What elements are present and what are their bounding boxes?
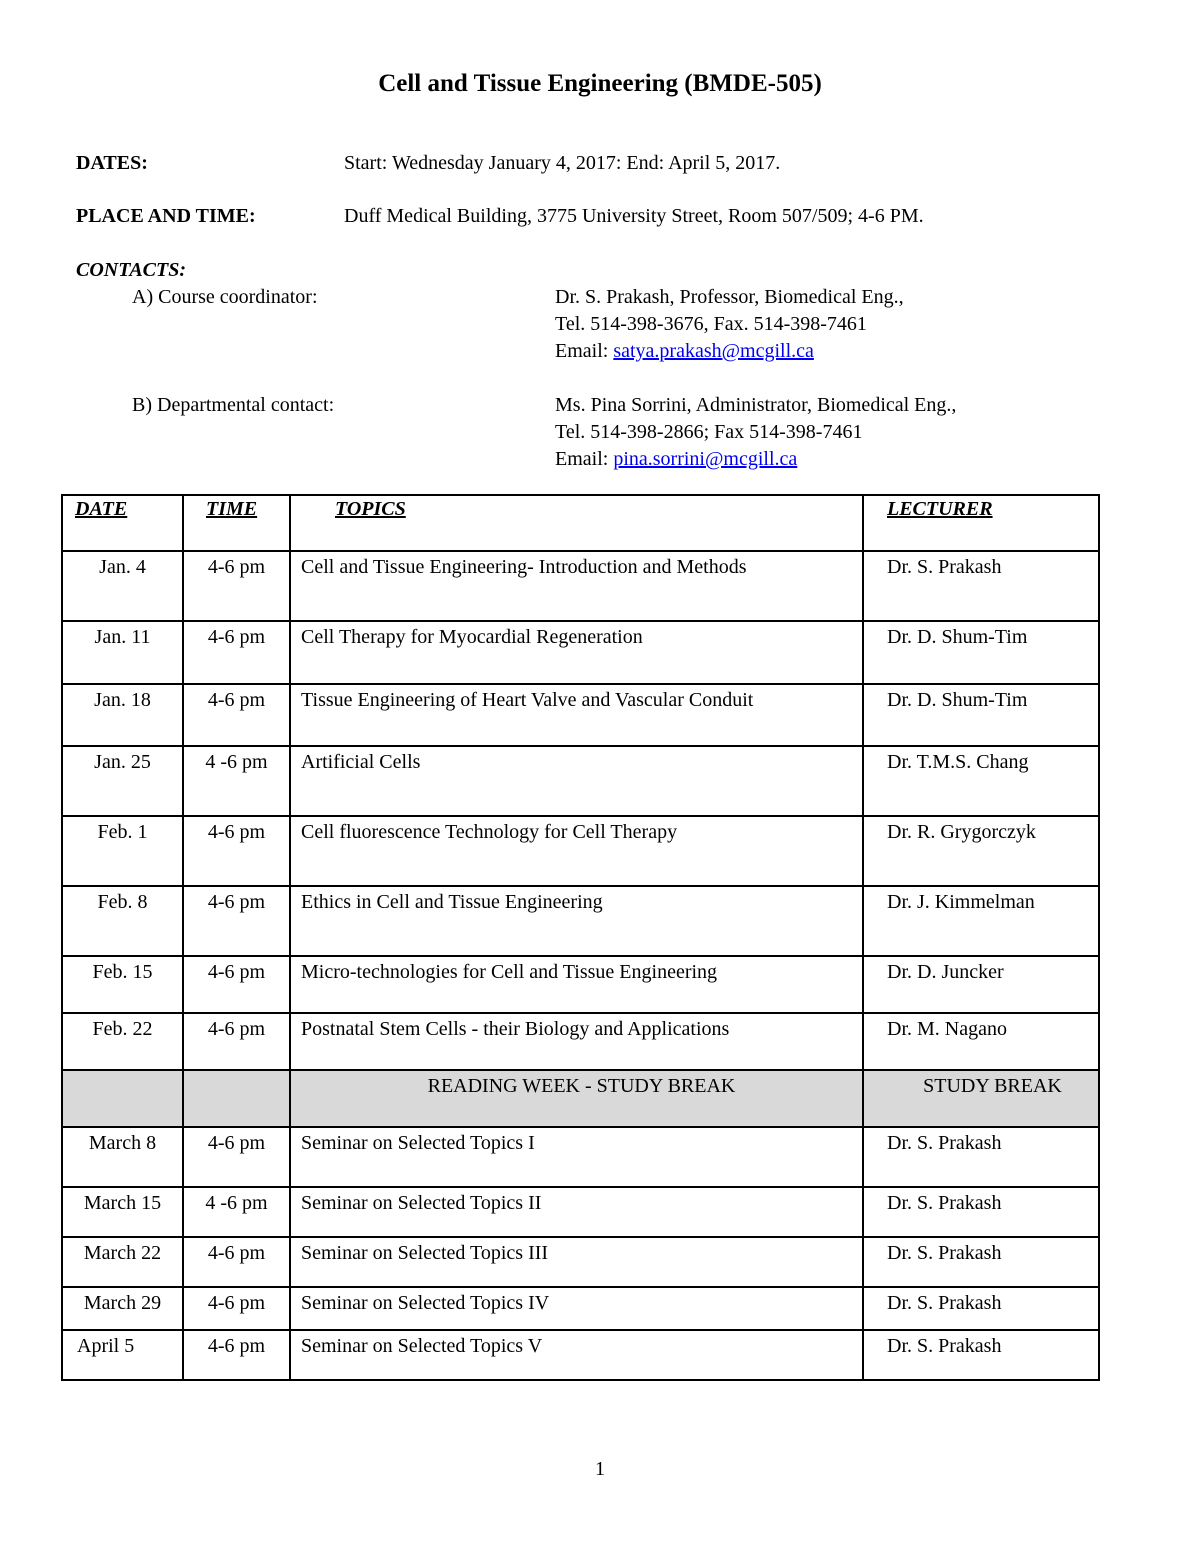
header-date: DATE bbox=[62, 495, 183, 551]
document-title: Cell and Tissue Engineering (BMDE-505) bbox=[378, 70, 822, 97]
row-date: Jan. 18 bbox=[62, 684, 183, 746]
table-row bbox=[62, 1187, 1099, 1237]
row-time: 4 -6 pm bbox=[183, 746, 290, 816]
row-lecturer: Dr. J. Kimmelman bbox=[863, 886, 1099, 956]
row-time bbox=[183, 1070, 290, 1127]
row-date: Jan. 25 bbox=[62, 746, 183, 816]
coordinator-email-link[interactable]: satya.prakash@mcgill.ca bbox=[613, 340, 814, 362]
table-header-row bbox=[62, 495, 1099, 551]
row-topic: Seminar on Selected Topics V bbox=[290, 1330, 863, 1380]
row-topic: Cell and Tissue Engineering- Introduction and Methods bbox=[290, 551, 863, 621]
row-topic: Artificial Cells bbox=[290, 746, 863, 816]
department-email-label: Email: bbox=[555, 448, 614, 470]
header-time: TIME bbox=[183, 495, 290, 551]
row-topic: Seminar on Selected Topics III bbox=[290, 1237, 863, 1287]
place-value: Duff Medical Building, 3775 University Street, Room 507/509; 4-6 PM. bbox=[344, 205, 924, 227]
row-time: 4-6 pm bbox=[183, 1127, 290, 1187]
row-time: 4-6 pm bbox=[183, 1330, 290, 1380]
row-date: Feb. 1 bbox=[62, 816, 183, 886]
contacts-label: CONTACTS: bbox=[76, 259, 187, 281]
table-row bbox=[62, 684, 1099, 746]
row-time: 4-6 pm bbox=[183, 956, 290, 1013]
table-row bbox=[62, 621, 1099, 684]
department-email-line bbox=[555, 446, 797, 473]
row-time: 4-6 pm bbox=[183, 684, 290, 746]
row-date: Feb. 22 bbox=[62, 1013, 183, 1070]
table-row bbox=[62, 1013, 1099, 1070]
row-topic: READING WEEK - STUDY BREAK bbox=[290, 1070, 863, 1127]
row-lecturer: Dr. S. Prakash bbox=[863, 1237, 1099, 1287]
row-time: 4-6 pm bbox=[183, 886, 290, 956]
coordinator-phone: Tel. 514-398-3676, Fax. 514-398-7461 bbox=[555, 313, 867, 335]
row-date: April 5 bbox=[62, 1330, 183, 1380]
row-date: March 29 bbox=[62, 1287, 183, 1330]
row-lecturer: Dr. S. Prakash bbox=[863, 1287, 1099, 1330]
row-time: 4-6 pm bbox=[183, 551, 290, 621]
row-time: 4-6 pm bbox=[183, 1237, 290, 1287]
row-time: 4 -6 pm bbox=[183, 1187, 290, 1237]
table-row bbox=[62, 551, 1099, 621]
row-lecturer: Dr. D. Shum-Tim bbox=[863, 621, 1099, 684]
row-date: March 8 bbox=[62, 1127, 183, 1187]
row-date: Feb. 8 bbox=[62, 886, 183, 956]
row-date bbox=[62, 1070, 183, 1127]
header-lecturer: LECTURER bbox=[863, 495, 1099, 551]
table-row bbox=[62, 1287, 1099, 1330]
row-topic: Postnatal Stem Cells - their Biology and Applications bbox=[290, 1013, 863, 1070]
row-lecturer: Dr. R. Grygorczyk bbox=[863, 816, 1099, 886]
row-topic: Cell fluorescence Technology for Cell Therapy bbox=[290, 816, 863, 886]
header-topics: TOPICS bbox=[290, 495, 863, 551]
row-lecturer: Dr. D. Juncker bbox=[863, 956, 1099, 1013]
coordinator-label: A) Course coordinator: bbox=[132, 286, 318, 308]
table-row bbox=[62, 816, 1099, 886]
reading-week-row bbox=[62, 1070, 1099, 1127]
row-date: Feb. 15 bbox=[62, 956, 183, 1013]
row-time: 4-6 pm bbox=[183, 816, 290, 886]
coordinator-email-label: Email: bbox=[555, 340, 614, 362]
row-topic: Seminar on Selected Topics II bbox=[290, 1187, 863, 1237]
department-email-link[interactable]: pina.sorrini@mcgill.ca bbox=[613, 448, 798, 470]
page-number: 1 bbox=[595, 1458, 605, 1480]
department-name: Ms. Pina Sorrini, Administrator, Biomedical Eng., bbox=[555, 394, 957, 416]
dates-value: Start: Wednesday January 4, 2017: End: April 5, 2017. bbox=[344, 152, 781, 174]
table-row bbox=[62, 886, 1099, 956]
table-row bbox=[62, 1330, 1099, 1380]
row-topic: Cell Therapy for Myocardial Regeneration bbox=[290, 621, 863, 684]
schedule-table bbox=[61, 494, 1100, 1381]
table-row bbox=[62, 746, 1099, 816]
row-time: 4-6 pm bbox=[183, 1013, 290, 1070]
dates-label: DATES: bbox=[76, 152, 148, 174]
place-label: PLACE AND TIME: bbox=[76, 205, 256, 227]
row-topic: Seminar on Selected Topics IV bbox=[290, 1287, 863, 1330]
row-date: March 22 bbox=[62, 1237, 183, 1287]
table-row bbox=[62, 956, 1099, 1013]
row-time: 4-6 pm bbox=[183, 1287, 290, 1330]
row-time: 4-6 pm bbox=[183, 621, 290, 684]
department-phone: Tel. 514-398-2866; Fax 514-398-7461 bbox=[555, 421, 863, 443]
table-row bbox=[62, 1237, 1099, 1287]
coordinator-email-line bbox=[555, 338, 814, 365]
row-topic: Micro-technologies for Cell and Tissue Engineering bbox=[290, 956, 863, 1013]
department-label: B) Departmental contact: bbox=[132, 394, 335, 416]
row-lecturer: Dr. S. Prakash bbox=[863, 1127, 1099, 1187]
row-lecturer: Dr. S. Prakash bbox=[863, 1187, 1099, 1237]
row-date: March 15 bbox=[62, 1187, 183, 1237]
row-date: Jan. 4 bbox=[62, 551, 183, 621]
row-lecturer: Dr. S. Prakash bbox=[863, 1330, 1099, 1380]
coordinator-name: Dr. S. Prakash, Professor, Biomedical Eng., bbox=[555, 286, 904, 308]
row-topic: Seminar on Selected Topics I bbox=[290, 1127, 863, 1187]
row-topic: Tissue Engineering of Heart Valve and Vascular Conduit bbox=[290, 684, 863, 746]
row-topic: Ethics in Cell and Tissue Engineering bbox=[290, 886, 863, 956]
row-lecturer: STUDY BREAK bbox=[863, 1070, 1099, 1127]
row-lecturer: Dr. T.M.S. Chang bbox=[863, 746, 1099, 816]
table-row bbox=[62, 1127, 1099, 1187]
row-lecturer: Dr. S. Prakash bbox=[863, 551, 1099, 621]
row-lecturer: Dr. D. Shum-Tim bbox=[863, 684, 1099, 746]
row-date: Jan. 11 bbox=[62, 621, 183, 684]
row-lecturer: Dr. M. Nagano bbox=[863, 1013, 1099, 1070]
